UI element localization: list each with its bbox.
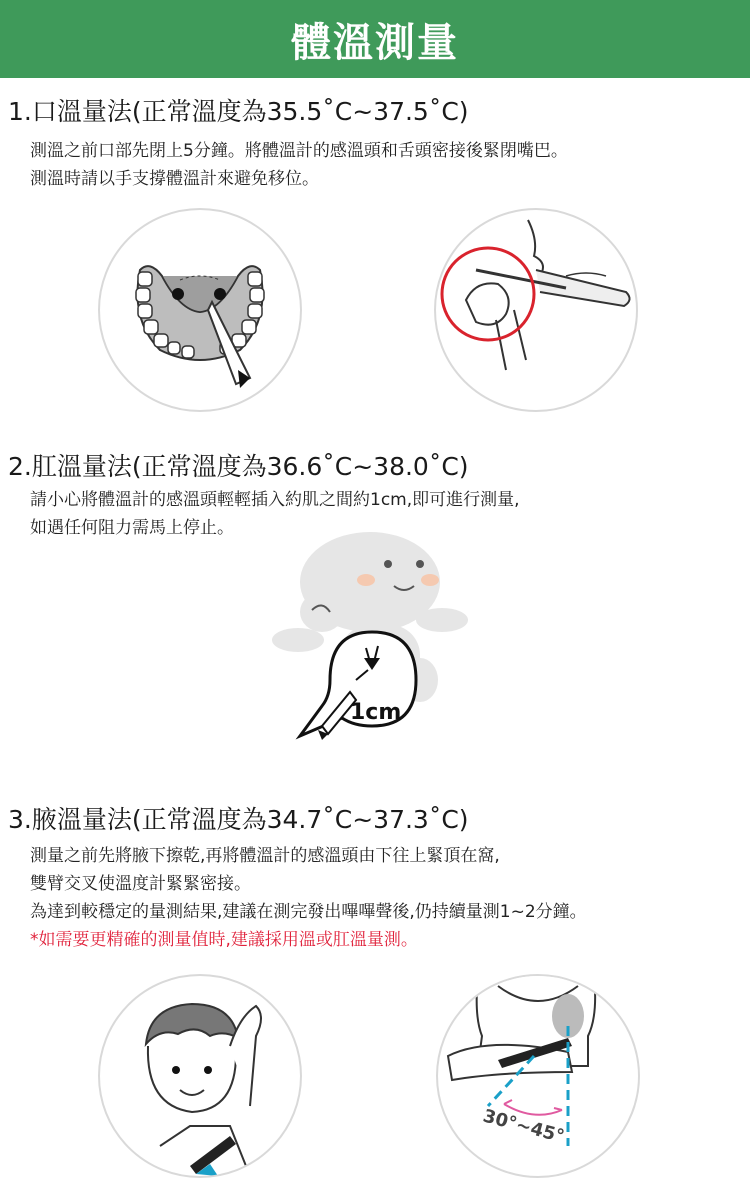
mouth-teeth-illustration [98, 208, 302, 412]
oral-method-text [30, 137, 568, 193]
axillary-line-1: 測量之前先將腋下擦乾,再將體溫計的感溫頭由下往上緊頂在窩, [30, 846, 500, 866]
rectal-line-1: 請小心將體溫計的感溫頭輕輕插入約肌之間約1cm,即可進行測量, [30, 490, 520, 510]
axillary-line-2: 雙臂交叉使溫度計緊緊密接。 [30, 874, 251, 894]
accuracy-note: *如需要更精確的測量值時,建議採用溫或肛溫量測。 [30, 930, 418, 950]
axillary-method-text [30, 842, 587, 954]
baby-rectal-illustration [270, 530, 470, 770]
oral-hand-illustration [434, 208, 638, 412]
crossed-arms-illustration [436, 974, 640, 1178]
angle-label: 30°~45° [480, 1105, 567, 1148]
depth-label: 1cm [350, 700, 402, 725]
page-title: 體溫測量 [291, 19, 459, 66]
rectal-method-heading: 2.肛溫量法(正常溫度為36.6˚C~38.0˚C) [8, 452, 469, 481]
oral-line-1: 測溫之前口部先閉上5分鐘。將體溫計的感溫頭和舌頭密接後緊閉嘴巴。 [30, 141, 568, 161]
rectal-line-2: 如遇任何阻力需馬上停止。 [30, 518, 234, 538]
title-banner [0, 0, 750, 78]
axillary-method-heading: 3.腋溫量法(正常溫度為34.7˚C~37.3˚C) [8, 805, 469, 834]
boy-armpit-illustration [98, 974, 302, 1178]
oral-line-2: 測溫時請以手支撐體溫計來避免移位。 [30, 169, 319, 189]
oral-method-heading: 1.口溫量法(正常溫度為35.5˚C~37.5˚C) [8, 97, 469, 126]
axillary-line-3: 為達到較穩定的量測結果,建議在測完發出嗶嗶聲後,仍持續量測1~2分鐘。 [30, 902, 587, 922]
